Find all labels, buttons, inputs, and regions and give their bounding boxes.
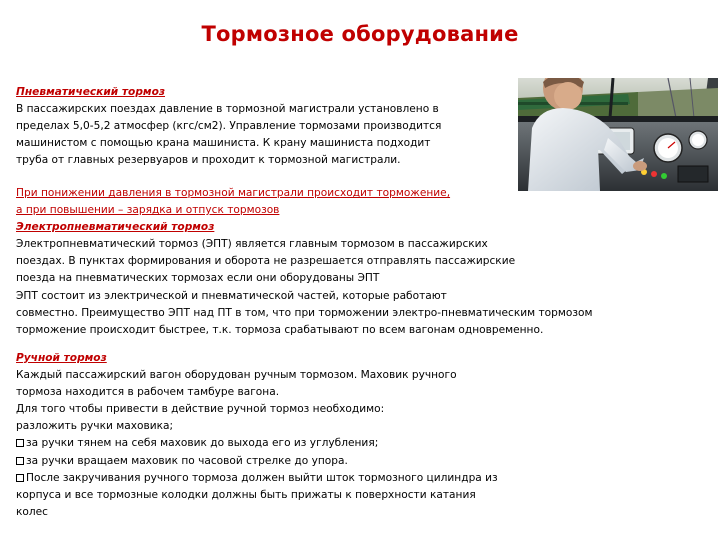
section-pneumatic-brake — [16, 84, 441, 169]
paragraph-line: ЭПТ состоит из электрической и пневматической частей, которые работают — [16, 289, 447, 302]
paragraph-line: разложить ручки маховика; — [16, 420, 174, 433]
checkbox-bullet-icon — [16, 439, 24, 447]
bullet-item — [16, 453, 498, 470]
pressure-note-line: При понижении давления в тормозной магистрали происходит торможение, — [16, 187, 451, 199]
paragraph-line: тормоза находится в рабочем тамбуре вагона. — [16, 386, 280, 399]
train-driver-photo — [518, 78, 718, 191]
paragraph-line: совместно. Преимущество ЭПТ над ПТ в том, что при торможении электро-пневматическим тормозом — [16, 306, 593, 319]
bullet-text: за ручки тянем на себя маховик до выхода его из углубления; — [26, 437, 379, 450]
paragraph-line: Каждый пассажирский вагон оборудован ручным тормозом. Маховик ручного — [16, 369, 457, 382]
paragraph-line: труба от главных резервуаров и проходит к тормозной магистрали. — [16, 154, 401, 167]
paragraph-line: Электропневматический тормоз (ЭПТ) является главным тормозом в пассажирских — [16, 238, 488, 251]
paragraph-line: корпуса и все тормозные колодки должны быть прижаты к поверхности катания — [16, 488, 476, 501]
paragraph-line: Для того чтобы привести в действие ручной тормоз необходимо: — [16, 403, 385, 416]
bullet-text: После закручивания ручного тормоза должен выйти шток тормозного цилиндра из — [26, 471, 498, 484]
paragraph-line: пределах 5,0-5,2 атмосфер (кгс/см2). Управление тормозами производится — [16, 120, 442, 133]
section-hand-brake — [16, 350, 498, 521]
heading-ept-brake: Электропневматический тормоз — [16, 221, 215, 234]
paragraph-line: колес — [16, 505, 48, 518]
checkbox-bullet-icon — [16, 474, 24, 482]
heading-hand-brake: Ручной тормоз — [16, 352, 107, 364]
checkbox-bullet-icon — [16, 457, 24, 465]
bullet-item — [16, 435, 498, 452]
slide-title: Тормозное оборудование — [201, 22, 519, 46]
paragraph-line: В пассажирских поездах давление в тормозной магистрали установлено в — [16, 103, 439, 116]
bullet-item — [16, 470, 498, 487]
paragraph-line: машинистом с помощью крана машиниста. К крану машиниста подходит — [16, 137, 431, 150]
paragraph-line: торможение происходит быстрее, т.к. тормоза срабатывают по всем вагонам одновременно. — [16, 323, 544, 336]
paragraph-line: поездах. В пунктах формирования и оборота не разрешается отправлять пассажирские — [16, 255, 516, 268]
heading-pneumatic-brake: Пневматический тормоз — [16, 86, 166, 98]
section-ept-brake — [16, 185, 592, 339]
pressure-note-line: а при повышении – зарядка и отпуск тормозов — [16, 204, 280, 217]
bullet-text: за ручки вращаем маховик по часовой стрелке до упора. — [26, 454, 348, 467]
paragraph-line: поезда на пневматических тормозах если они оборудованы ЭПТ — [16, 272, 380, 285]
